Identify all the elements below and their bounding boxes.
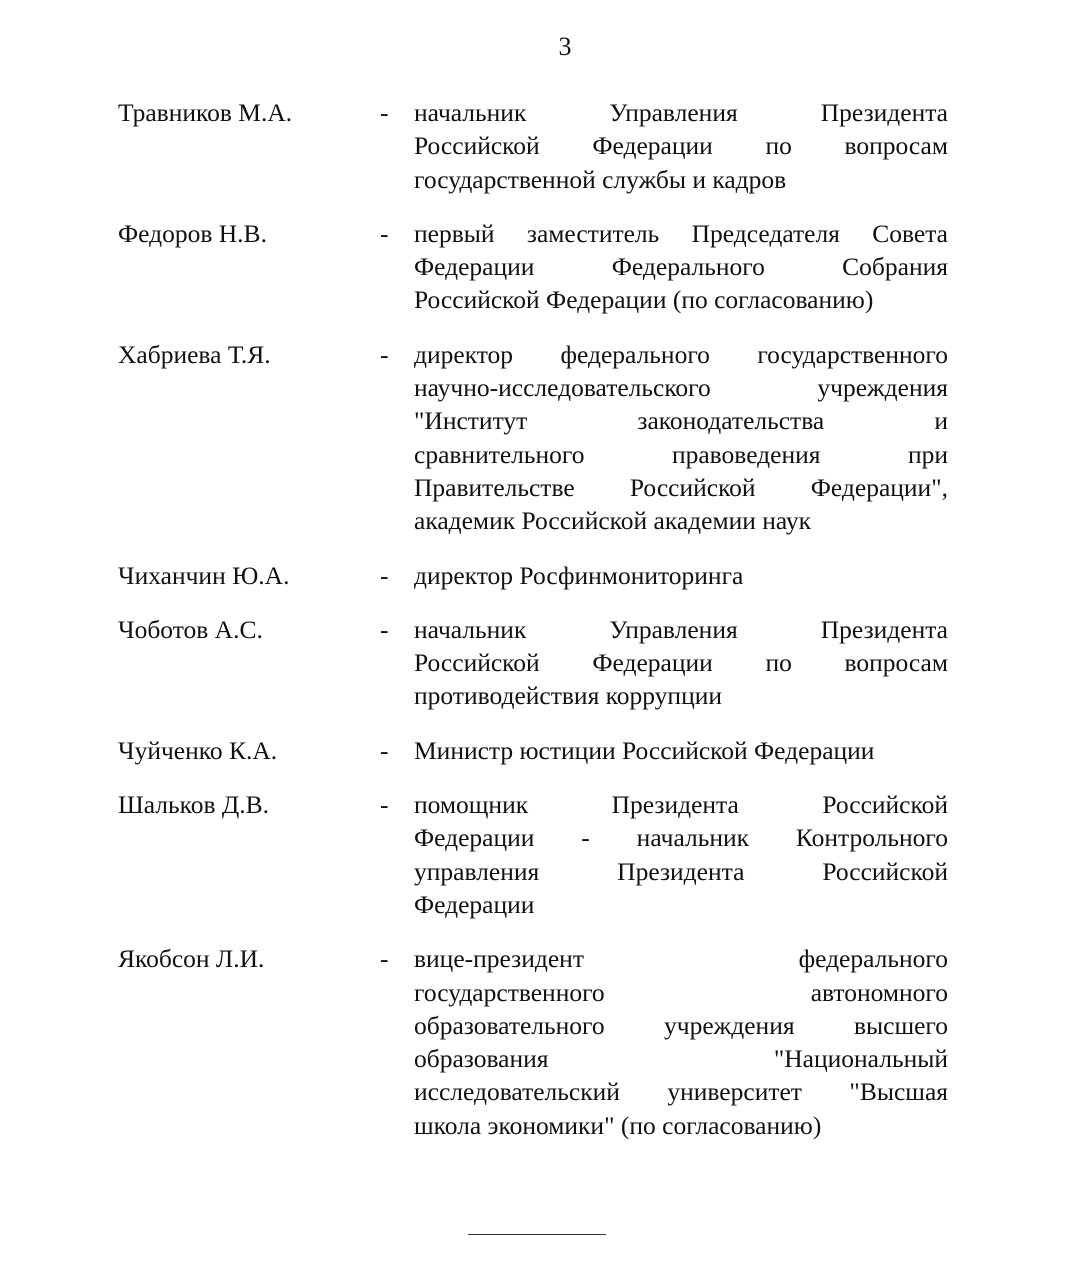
- dash-separator: -: [380, 735, 389, 765]
- list-item-fedorov: [118, 217, 948, 317]
- position-line: академик Российской академии наук: [414, 506, 812, 536]
- position-line: научно-исследовательского учреждения: [414, 373, 948, 403]
- position-line: государственного автономного: [414, 977, 948, 1007]
- position-line: директор Росфинмониторинга: [414, 560, 744, 590]
- position-line: Федерации: [414, 889, 535, 919]
- dash-separator: -: [380, 339, 389, 369]
- member-position: [414, 338, 948, 538]
- position-line: образовательного учреждения высшего: [414, 1010, 948, 1040]
- position-line: Российской Федерации по вопросам: [414, 648, 948, 678]
- dash-separator: -: [380, 560, 389, 590]
- position-line: противодействия коррупции: [414, 681, 723, 711]
- dash-separator: -: [380, 614, 389, 644]
- member-name: Хабриева Т.Я.: [118, 339, 271, 369]
- member-name: Чиханчин Ю.А.: [118, 560, 290, 590]
- member-position: [414, 96, 948, 196]
- list-item-khabrieva: [118, 338, 948, 538]
- position-line: начальник Управления Президента: [414, 614, 948, 644]
- list-item-chobotov: [118, 613, 948, 713]
- member-name: Чоботов А.С.: [118, 614, 263, 644]
- member-name: Чуйченко К.А.: [118, 735, 278, 765]
- dash-separator: -: [380, 98, 389, 127]
- member-position: [414, 559, 948, 592]
- page-number: 3: [558, 32, 572, 61]
- position-line: помощник Президента Российской: [414, 790, 948, 820]
- member-position: [414, 217, 948, 317]
- list-item-yakobson: [118, 942, 948, 1142]
- position-line: "Институт законодательства и: [414, 406, 948, 436]
- list-item-chuychenko: [118, 734, 948, 767]
- position-line: Российской Федерации по вопросам: [414, 131, 948, 161]
- list-item-shalkov: [118, 788, 948, 921]
- member-name: Шальков Д.В.: [118, 790, 270, 820]
- list-item-chikhanchin: [118, 559, 948, 592]
- position-line: школа экономики" (по согласованию): [414, 1110, 822, 1140]
- position-line: сравнительного правоведения при: [414, 439, 948, 469]
- position-line: директор федерального государственного: [414, 339, 948, 369]
- member-name: Федоров Н.В.: [118, 218, 267, 248]
- member-position: [414, 734, 948, 767]
- dash-separator: -: [380, 790, 389, 820]
- dash-separator: -: [380, 218, 389, 248]
- position-line: Федерации - начальник Контрольного: [414, 823, 948, 853]
- position-line: начальник Управления Президента: [414, 98, 948, 127]
- member-position: [414, 788, 948, 921]
- position-line: государственной службы и кадров: [414, 164, 787, 194]
- end-of-list-rule: [468, 1234, 606, 1235]
- member-position: [414, 942, 948, 1142]
- dash-separator: -: [380, 944, 389, 974]
- members-list: [118, 96, 948, 1142]
- position-line: Правительстве Российской Федерации",: [414, 472, 948, 502]
- position-line: управления Президента Российской: [414, 856, 948, 886]
- member-position: [414, 613, 948, 713]
- member-name: Якобсон Л.И.: [118, 944, 265, 974]
- member-name: Травников М.А.: [118, 98, 293, 127]
- position-line: Федерации Федерального Собрания: [414, 252, 948, 282]
- list-item-travnikov: [118, 96, 948, 196]
- position-line: первый заместитель Председателя Совета: [414, 218, 948, 248]
- position-line: Российской Федерации (по согласованию): [414, 285, 874, 315]
- position-line: исследовательский университет "Высшая: [414, 1077, 948, 1107]
- position-line: вице-президент федерального: [414, 944, 948, 974]
- position-line: Министр юстиции Российской Федерации: [414, 735, 875, 765]
- position-line: образования "Национальный: [414, 1044, 948, 1074]
